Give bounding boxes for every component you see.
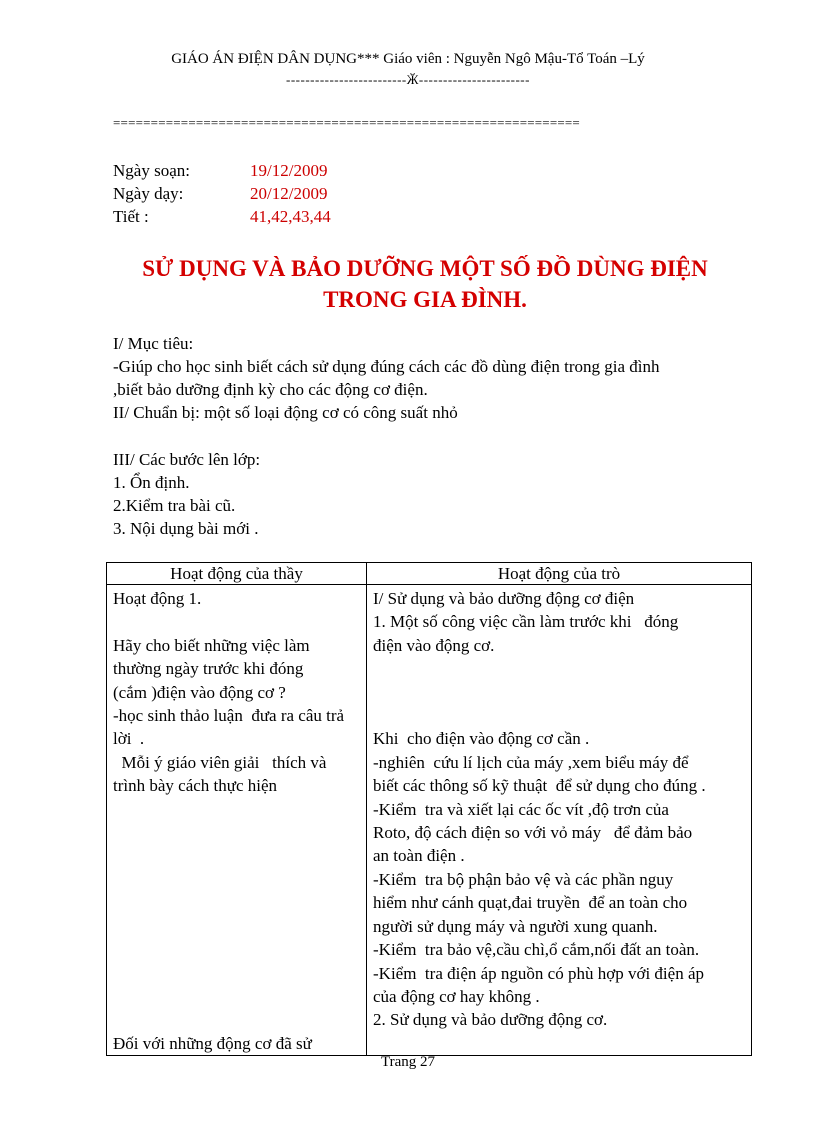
teacher-activity-line: trình bày cách thực hiện: [113, 776, 278, 796]
teacher-activity-cell: [107, 585, 367, 1056]
student-activity-line: của động cơ hay không .: [373, 986, 540, 1006]
cac-buoc-heading: III/ Các bước lên lớp:: [113, 450, 261, 469]
student-activity-line: Roto, độ cách điện so với vỏ máy để đảm bảo: [373, 823, 693, 843]
student-activity-line: 1. Một số công việc cần làm trước khi đóng: [373, 612, 679, 632]
teacher-activity-line: Mỗi ý giáo viên giải thích và: [113, 752, 327, 772]
student-activity-line: 2. Sử dụng và bảo dưỡng động cơ.: [373, 1010, 608, 1030]
teacher-activity-line: [113, 1008, 360, 1031]
activity-table: [106, 562, 752, 1056]
lesson-title: [60, 253, 790, 315]
teacher-activity-line: thường ngày trước khi đóng: [113, 659, 304, 679]
page-header: GIÁO ÁN ĐIỆN DÂN DỤNG*** Giáo viên : Nguyễn Ngô Mậu-Tổ Toán –Lý: [171, 51, 645, 67]
buoc-3: 3. Nội dụng bài mới .: [113, 519, 259, 538]
student-activity-line: an toàn điện .: [373, 846, 465, 866]
ngay-soan-value: 19/12/2009: [250, 161, 328, 180]
teacher-activity-line: Hãy cho biết những việc làm: [113, 635, 310, 655]
header-ornament-line: -------------------------Ӂ-----------------------: [286, 72, 530, 87]
buoc-2: 2.Kiểm tra bài cũ.: [113, 496, 236, 515]
teacher-activity-line: lời .: [113, 729, 145, 749]
student-activity-cell: [367, 585, 752, 1056]
student-activity-line: Khi cho điện vào động cơ cần .: [373, 729, 590, 749]
student-activity-line: -Kiểm tra bộ phận bảo vệ và các phần nguy: [373, 869, 674, 889]
page-number: Trang 27: [380, 1054, 436, 1070]
teacher-activity-line: [113, 798, 360, 821]
lesson-title-line-2: TRONG GIA ĐÌNH.: [323, 287, 527, 312]
teacher-activity-line: (cắm )điện vào động cơ ?: [113, 682, 286, 702]
muc-tieu-heading: I/ Mục tiêu:: [113, 334, 194, 353]
teacher-activity-line: [113, 844, 360, 867]
ngay-soan-label: Ngày soạn:: [113, 161, 190, 180]
student-activity-line: người sử dụng máy và người xung quanh.: [373, 916, 658, 936]
teacher-column-header: Hoạt động của thầy: [107, 563, 367, 585]
ngay-day-label: Ngày dạy:: [113, 184, 184, 203]
student-activity-line: biết các thông số kỹ thuật để sử dụng cho đúng .: [373, 776, 706, 796]
teacher-activity-line: Hoạt động 1.: [113, 589, 202, 608]
muc-tieu-line-1: -Giúp cho học sinh biết cách sử dụng đúng cách các đồ dùng điện trong gia đình: [113, 357, 660, 376]
buoc-1: 1. Ổn định.: [113, 473, 190, 492]
muc-tieu-line-2: ,biết bảo dưỡng định kỳ cho các động cơ điện.: [113, 380, 428, 399]
tiet-value: 41,42,43,44: [250, 207, 331, 226]
student-activity-line: -Kiểm tra bảo vệ,cầu chì,ổ cắm,nối đất an toàn.: [373, 940, 700, 960]
teacher-activity-line: [113, 891, 360, 914]
teacher-activity-line: [113, 868, 360, 891]
student-activity-line: [373, 704, 745, 727]
student-activity-line: I/ Sử dụng và bảo dưỡng động cơ điện: [373, 589, 635, 608]
student-activity-line: hiểm như cánh quạt,đai truyền để an toàn cho: [373, 893, 688, 913]
teacher-activity-line: [113, 610, 360, 633]
teacher-activity-line: [113, 962, 360, 985]
teacher-activity-line: [113, 915, 360, 938]
lesson-title-line-1: SỬ DỤNG VÀ BẢO DƯỠNG MỘT SỐ ĐỒ DÙNG ĐIỆN: [142, 256, 708, 281]
tiet-label: Tiết :: [113, 207, 149, 226]
ngay-day-value: 20/12/2009: [250, 184, 328, 203]
student-activity-line: -Kiểm tra điện áp nguồn có phù hợp với điện áp: [373, 963, 704, 983]
separator-line: ==============================================================: [113, 115, 580, 130]
teacher-activity-line: -học sinh thảo luận đưa ra câu trả: [113, 706, 345, 726]
student-activity-line: [373, 681, 745, 704]
chuan-bi-line: II/ Chuẩn bị: một số loại động cơ có công suất nhỏ: [113, 403, 458, 422]
student-activity-line: -Kiểm tra và xiết lại các ốc vít ,độ trơn của: [373, 799, 669, 819]
student-activity-line: [373, 657, 745, 680]
student-activity-line: điện vào động cơ.: [373, 635, 495, 655]
student-column-header: Hoạt động của trò: [367, 563, 752, 585]
teacher-activity-line: [113, 985, 360, 1008]
teacher-activity-line: Đối với những động cơ đã sử: [113, 1033, 312, 1053]
teacher-activity-line: [113, 821, 360, 844]
student-activity-line: -nghiên cứu lí lịch của máy ,xem biểu máy để: [373, 752, 689, 772]
teacher-activity-line: [113, 938, 360, 961]
